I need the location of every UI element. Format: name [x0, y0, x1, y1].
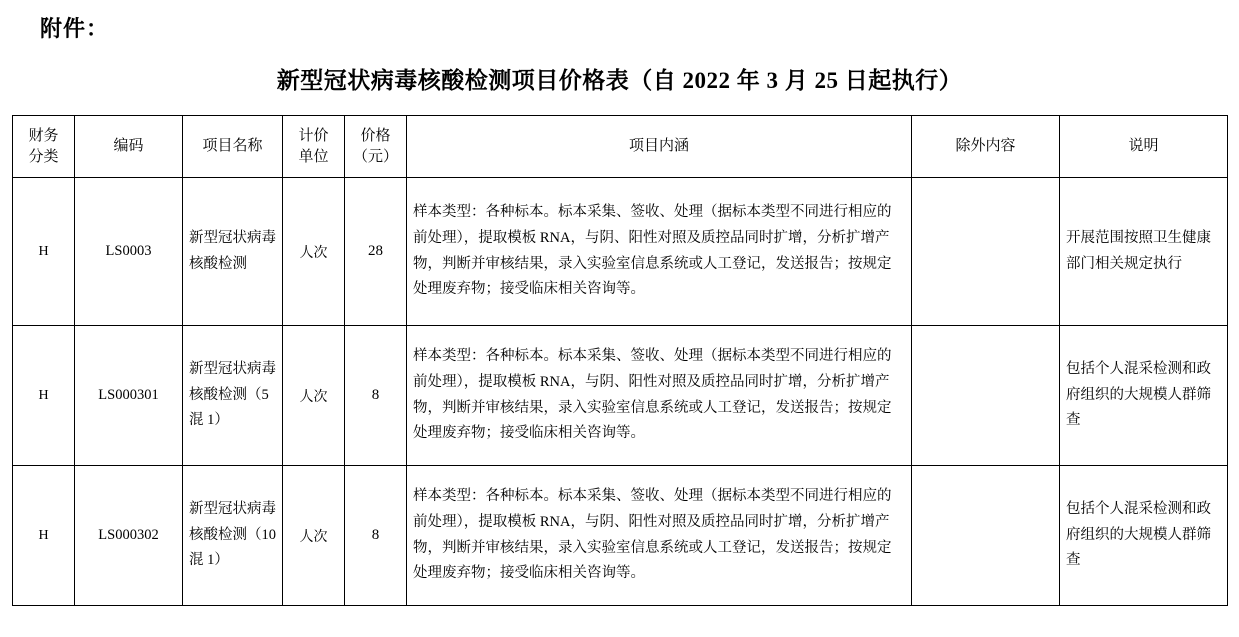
cell-content: 样本类型：各种标本。标本采集、签收、处理（据标本类型不同进行相应的前处理），提取模板 RNA，与阴、阳性对照及质控品同时扩增，分析扩增产物，判断并审核结果，录入实验室信息系统或人工登记，发送报告；按规定处理废弃物；接受临床相关咨询等。	[407, 326, 912, 466]
cell-content: 样本类型：各种标本。标本采集、签收、处理（据标本类型不同进行相应的前处理），提取模板 RNA，与阴、阳性对照及质控品同时扩增，分析扩增产物，判断并审核结果，录入实验室信息系统或人工登记，发送报告；按规定处理废弃物；接受临床相关咨询等。	[407, 466, 912, 606]
column-header-item-name: 项目名称	[183, 116, 283, 178]
cell-unit: 人次	[283, 326, 345, 466]
cell-excluded	[912, 326, 1060, 466]
cell-item-name: 新型冠状病毒核酸检测	[183, 178, 283, 326]
price-table	[12, 115, 1228, 606]
table-header-row	[13, 116, 1228, 178]
cell-item-name: 新型冠状病毒核酸检测（10 混 1）	[183, 466, 283, 606]
page-title: 新型冠状病毒核酸检测项目价格表（自 2022 年 3 月 25 日起执行）	[276, 68, 963, 93]
table-body	[13, 178, 1228, 606]
column-header-line: 计价	[298, 128, 329, 145]
cell-excluded	[912, 466, 1060, 606]
attachment-label: 附件：	[40, 16, 110, 41]
cell-finance-class: H	[13, 178, 75, 326]
cell-excluded	[912, 178, 1060, 326]
cell-finance-class: H	[13, 466, 75, 606]
cell-price: 28	[345, 178, 407, 326]
column-header-line: 价格	[360, 128, 391, 145]
table-row	[13, 178, 1228, 326]
cell-finance-class: H	[13, 326, 75, 466]
table-row	[13, 326, 1228, 466]
cell-content: 样本类型：各种标本。标本采集、签收、处理（据标本类型不同进行相应的前处理），提取模板 RNA，与阴、阳性对照及质控品同时扩增，分析扩增产物，判断并审核结果，录入实验室信息系统或人工登记，发送报告；按规定处理废弃物；接受临床相关咨询等。	[407, 178, 912, 326]
cell-price: 8	[345, 326, 407, 466]
cell-note: 包括个人混采检测和政府组织的大规模人群筛查	[1060, 466, 1228, 606]
cell-note: 开展范围按照卫生健康部门相关规定执行	[1060, 178, 1228, 326]
cell-note: 包括个人混采检测和政府组织的大规模人群筛查	[1060, 326, 1228, 466]
cell-unit: 人次	[283, 178, 345, 326]
cell-item-name: 新型冠状病毒核酸检测（5 混 1）	[183, 326, 283, 466]
cell-code: LS0003	[75, 178, 183, 326]
column-header-price	[345, 116, 407, 178]
cell-code: LS000301	[75, 326, 183, 466]
table-header	[13, 116, 1228, 178]
cell-price: 8	[345, 466, 407, 606]
table-container	[0, 115, 1239, 606]
cell-unit: 人次	[283, 466, 345, 606]
column-header-unit	[283, 116, 345, 178]
column-header-note: 说明	[1060, 116, 1228, 178]
table-row	[13, 466, 1228, 606]
column-header-line: 分类	[28, 148, 59, 165]
column-header-line: 单位	[298, 148, 329, 165]
column-header-code: 编码	[75, 116, 183, 178]
column-header-finance-class	[13, 116, 75, 178]
column-header-line: 财务	[28, 128, 59, 145]
column-header-excluded: 除外内容	[912, 116, 1060, 178]
cell-code: LS000302	[75, 466, 183, 606]
column-header-line: （元）	[352, 148, 398, 165]
column-header-content: 项目内涵	[407, 116, 912, 178]
